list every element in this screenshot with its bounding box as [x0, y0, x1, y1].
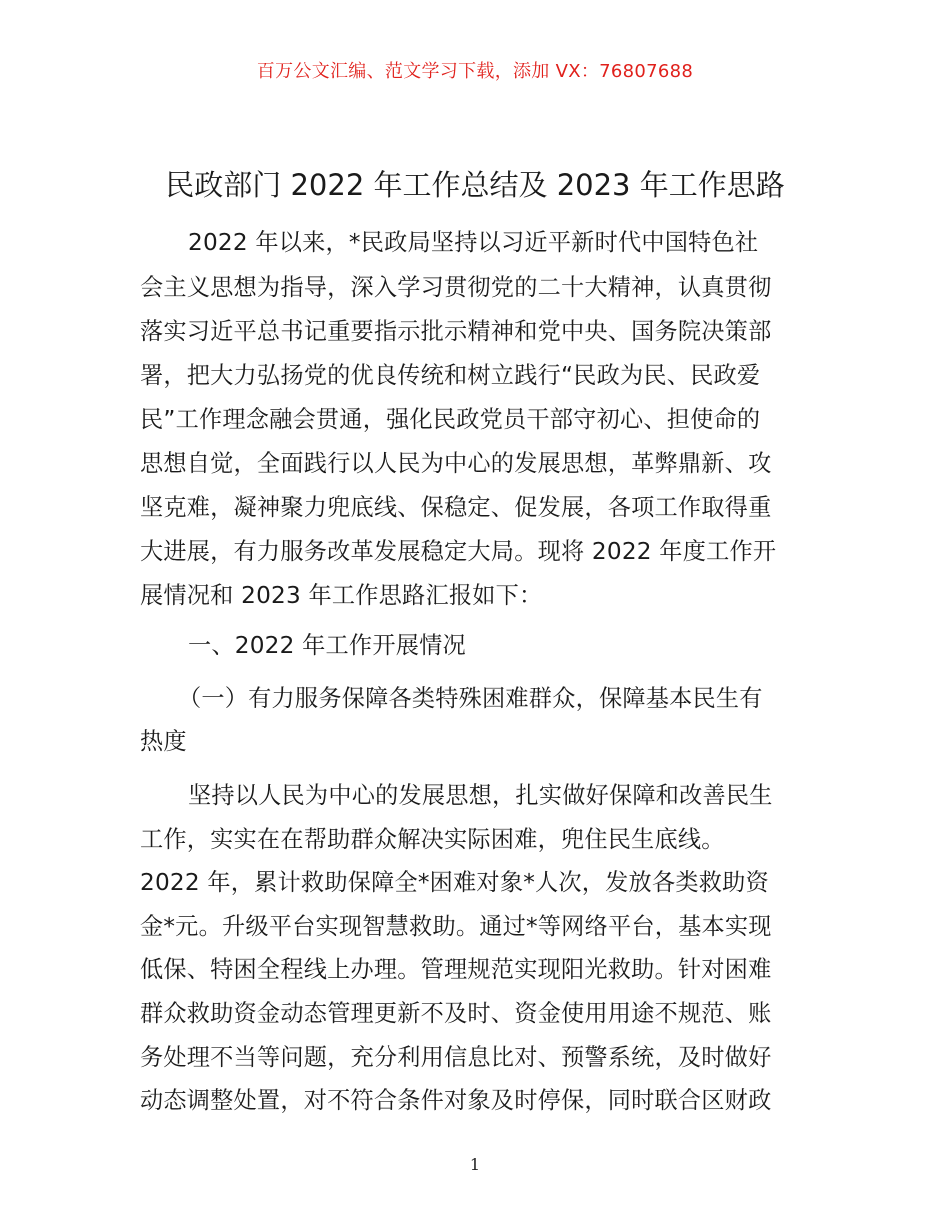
text-line: 低保、特困全程线上办理。管理规范实现阳光救助。针对困难	[140, 956, 772, 983]
page-number: 1	[469, 1155, 481, 1174]
text-line: 署，把大力弘扬党的优良传统和树立践行“民政为民、民政爱	[140, 362, 761, 389]
header-watermark: 百万公文汇编、范文学习下载，添加 VX：76807688	[256, 61, 694, 82]
text-line: 坚持以人民为中心的发展思想，扎实做好保障和改善民生	[188, 782, 773, 809]
text-line: 群众救助资金动态管理更新不及时、资金使用用途不规范、账	[140, 1000, 772, 1027]
section-heading: 一、2022 年工作开展情况	[188, 632, 466, 659]
text-line: 落实习近平总书记重要指示批示精神和党中央、国务院决策部	[140, 318, 772, 345]
text-line: 坚克难，凝神聚力兜底线、保稳定、促发展，各项工作取得重	[140, 494, 772, 521]
text-line: 思想自觉，全面践行以人民为中心的发展思想，革弊鼎新、攻	[140, 450, 772, 477]
document-title: 民政部门 2022 年工作总结及 2023 年工作思路	[165, 168, 785, 202]
text-line: 民”工作理念融会贯通，强化民政党员干部守初心、担使命的	[140, 406, 761, 433]
text-line: 2022 年以来，*民政局坚持以习近平新时代中国特色社	[188, 229, 759, 256]
text-line: 会主义思想为指导，深入学习贯彻党的二十大精神，认真贯彻	[140, 274, 772, 301]
text-line: 动态调整处置，对不符合条件对象及时停保，同时联合区财政	[140, 1087, 772, 1114]
text-line: 务处理不当等问题，充分利用信息比对、预警系统，及时做好	[140, 1044, 772, 1071]
text-line: 热度	[140, 728, 187, 755]
text-line: 2022 年，累计救助保障全*困难对象*人次，发放各类救助资	[140, 869, 769, 896]
text-line: 工作，实实在在帮助群众解决实际困难，兜住民生底线。	[140, 826, 725, 853]
text-line: （一）有力服务保障各类特殊困难群众，保障基本民生有	[178, 685, 763, 712]
text-line: 大进展，有力服务改革发展稳定大局。现将 2022 年度工作开	[140, 538, 777, 565]
text-line: 金*元。升级平台实现智慧救助。通过*等网络平台，基本实现	[140, 913, 772, 940]
text-line: 展情况和 2023 年工作思路汇报如下：	[140, 582, 543, 609]
